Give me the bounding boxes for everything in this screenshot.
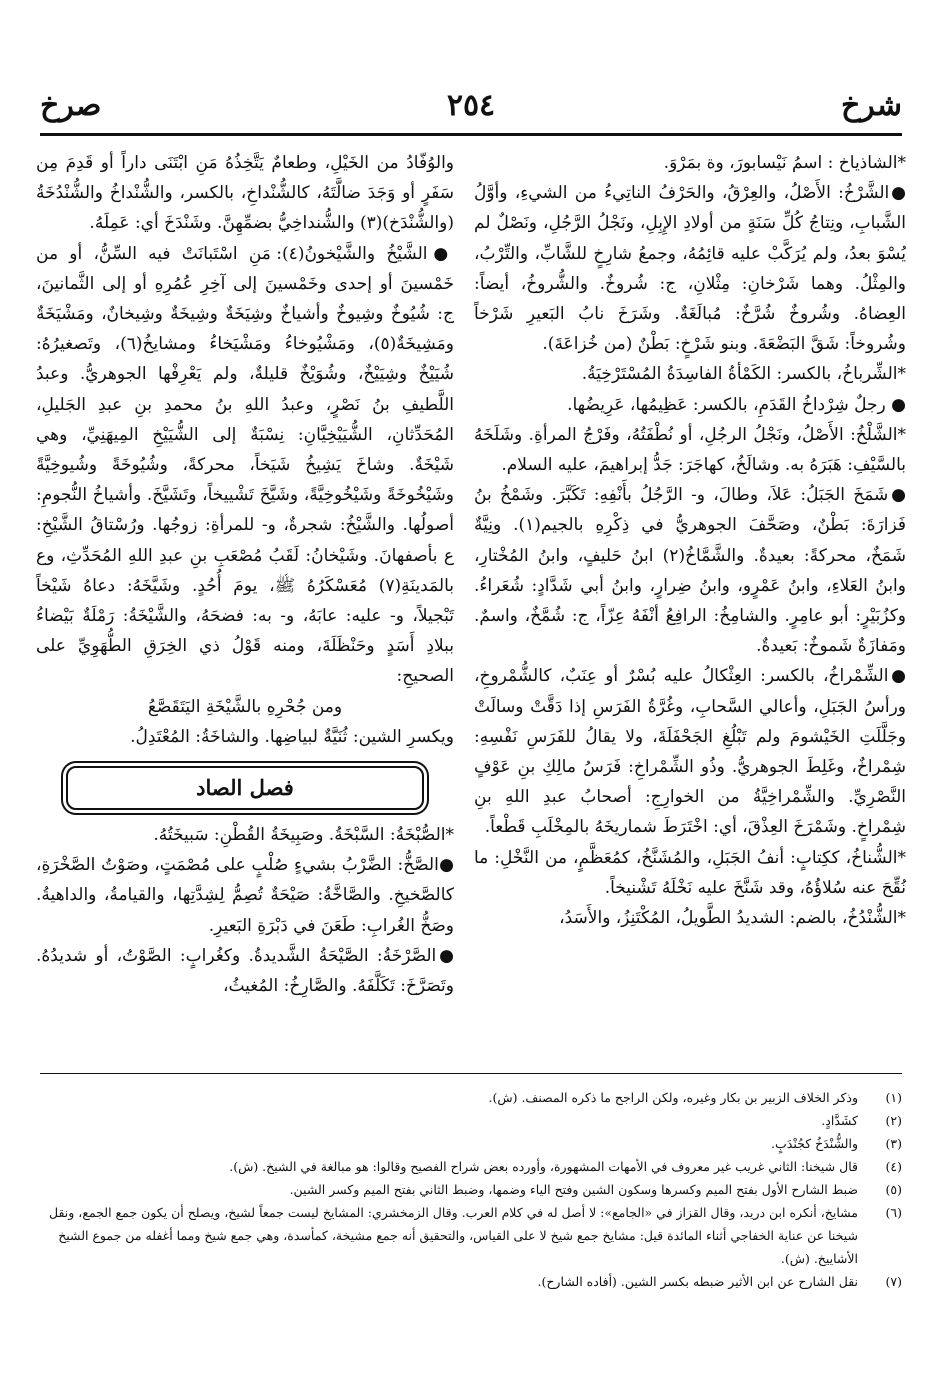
footnote-text: كشَدَّادٍ. — [821, 1113, 858, 1128]
page-header — [40, 86, 902, 130]
entry-paragraph: ● رجلٌ شِرْداخُ القَدَمِ، بالكسر: عَظِيمُها، عَرِيضُها. — [567, 394, 906, 415]
section-heading: فصل الصاد — [196, 775, 294, 801]
footnote — [40, 1155, 902, 1178]
footnotes — [40, 1086, 902, 1293]
entry-paragraph: *الشُّنْدُخُ، بالضم: الشديدُ الطَّويلُ، المُكْتَنِزُ، والأَسَدُ، — [559, 908, 906, 929]
entry-paragraph: ●الصَّخُّ: الضَّرْبُ بشيءٍ صُلْبٍ على مُصْمَتٍ، وصَوْتُ الصَّخْرَةِ، كالصَّخيخِ. والصَّاخَّةُ: صَيْحَةٌ تُصِمُّ لِشِدَّتِها، والقيامةُ، والداهيةُ. وصَخُّ الغُرابِ: طَعَنَ في دَبْرَةِ البَعيرِ. — [36, 855, 454, 936]
footnote — [40, 1201, 902, 1270]
footnote-text: مشايخ، أنكره ابن دريد، وقال القزاز في «الجامع»: لا أصل له في كلام العرب. وقال الزمخشري: المشايخ ليست جمعاً لشيخ، ويصلح أن يكون جمع الجمع، ونقل شيخنا عن عناية الخفاجي أثناء المائدة قيل: مشايخ جمع شيخ لا على القياس، والتحقيق أنه جمع مشيخة، كمأسدة، وهي جمع شيخ ومما أغفله من جموع الشيخ الأشاييخ. (ش). — [49, 1205, 858, 1266]
footnote-text: ضبط الشارح الأول بفتح الميم وكسرها وسكون الشين وفتح الياء وضمها، وضبط الثاني بفتح الميم وكسر الشين. — [289, 1182, 858, 1197]
entry-paragraph: ●الشَّرْخُ: الأَصْلُ، والعِرْقُ، والحَرْفُ الناتِيءُ من الشيءِ، وأوَّلُ الشَّبابِ، ونِتاجُ كُلِّ سَنَةٍ من أولادِ الإِبِلِ، ونَجْلُ الرَّجُلِ، ونَصْلٌ لم يُسْوَ بعدُ، ولم يُرَكَّبْ عليه قائِمُهُ، وجمعُ شارِخٍ للشَّابِّ، والتِّرْبُ، والمِثْلُ. وهما شَرْخانِ: مِثْلانِ، ج: شُروخٌ. والشُّروخُ، أيضاً: العِضاهُ. وشُروخٌ شُرَّخٌ: مُبالَغَةٌ. وشَرَخَ نابُ البَعيرِ شَرْخاً وشُروخاً: شَقَّ البَضْعَةَ. وبنو شَرْخٍ: بَطْنٌ (من خُزاعَةَ). — [474, 183, 906, 355]
right-column — [474, 148, 906, 933]
entry-paragraph: *الشُّناخُ، ككِتابٍ: أنفُ الجَبَلِ، والمُشَنَّخُ، كمُعَظَّمٍ، من النَّخْلِ: ما نُقِّحَ عنه سُلاؤُهُ، وقد شَنَّخَ عليه نَخْلَهُ تَشْنيخاً. — [474, 847, 906, 898]
footnote — [40, 1086, 902, 1109]
entry-paragraph: ●الشَّيْخُ والشَّيْخونُ(٤): مَنِ اسْتَبانَتْ فيه السِّنُّ، أو من خَمْسينَ أو إحدى وخَمْسينَ إلى آخِرِ عُمُرِهِ أو إلى الثَّمانينَ، ج: شُيُوخٌ وشِيوخٌ وأشياخٌ وشِيَخَةٌ وشِيخَةٌ وشِيخانٌ، ومَشْيَخَةٌ ومَشِيخَةٌ(٥)، ومَشْيُوخاءُ ومَشْيَخاءُ ومشايخُ(٦)، وتَصغيرُهُ: شُيَيْخٌ وشِيَيْخٌ، وشُوَيْخٌ قليلةٌ، ولم يَعْرِفْها الجوهريُّ. وعبدُ اللَّطيفِ بنُ نَصْرٍ، وعبدُ اللهِ بنُ محمدِ بنِ عبدِ الجَليلِ، المُحَدِّثانِ، الشُّيَيْخِيَّانِ: نِسْبَةٌ إلى الشُّيَيْخِ المِيهَنِيِّ، وهي شَيْخَةٌ. وشاخَ يَشِيخُ شَيَخاً، محركةً، وشُيُوخَةً وشُيوخِيَّةً وشَيْخُوخَةً وشَيْخُوخِيَّةً، وشَيَّخَ تَشْييخاً، وتَشَيَّخَ. وأشياخُ النُّجومِ: أصولُها. والشَّيْخُ: شجرةٌ، و- للمرأةِ: زوجُها. ورُسْتاقُ الشَّيْخِ: ع بأصفهانَ. وشَيْخانُ: لَقَبُ مُصْعَبِ بنِ عبدِ اللهِ المُحَدِّثِ، وع بالمَدينَةِ(٧) مُعَسْكَرُهُ ﷺ، يومَ أُحُدٍ. وشَيَّخَهُ: دعاهُ شَيْخاً تَبْجيلاً، و- عليه: عابَهُ، و- به: فضحَهُ، والشَّيْخَةُ: رَمْلَةٌ بَيْضاءُ ببلادِ أَسَدٍ وحَنْظَلَةَ، ومنه قَوْلُ ذي الخِرَقِ الطُّهَوِيِّ على الصحيحِ: — [36, 243, 454, 687]
entry-paragraph: ●الشِّمْراخُ، بالكسر: العِثْكالُ عليه بُسْرٌ أو عِنَبٌ، كالشُّمْروخِ، ورأسُ الجَبَلِ، وأعالي السَّحابِ، وغُرَّةُ الفَرَسِ إذا دَقَّتْ وسالَتْ وجَلَّلَتِ الخَيْشومَ ولم تَبْلُغِ الجَحْفَلَةَ، ولا يقالُ للفَرَسِ نَفْسِهِ: شِمْراخٌ، وغَلِطَ الجوهريُّ. وذُو الشِّمْراخِ: فَرَسُ مالِكِ بنِ عَوْفٍ النَّصْرِيِّ. والشِّمْراخِيَّةُ من الخوارِجِ: أصحابُ عبدِ اللهِ بنِ شِمْراخٍ. وشَمْرَخَ العِذْقَ، أي: اخْتَرَطَ شماريخَهُ بالمِخْلَبِ قَطْعاً. — [474, 666, 906, 838]
entry-paragraph: *الصُّبْخَةُ: السَّبْخَةُ. وصَبِيخَةُ القُطْنِ: سَبيخَتُهُ. — [153, 825, 454, 846]
footnote — [40, 1132, 902, 1155]
entry-paragraph: ●شَمَخَ الجَبَلُ: عَلاَ، وطالَ، و- الرَّجُلُ بأَنْفِهِ: تَكَبَّرَ. وشَمْخُ بنُ فَزارَةَ: بَطْنٌ، وصَحَّفَ الجوهريُّ في ذِكْرِهِ بالجيم(١). ونِيَّةٌ شَمَخٌ، محركةً: بعيدةٌ. والشَّمَّاخُ(٢) ابنُ حَليفٍ، وابنُ المُخْتارِ، وابنُ العَلاءِ، وابنُ عَمْرٍو، وابنُ ضِرارٍ، وابنُ أبي شَدَّادٍ: شُعَراءُ. وكزُبَيْرٍ: أبو عامِرٍ. والشامِخُ: الرافِعُ أنْفَهُ عِزّاً، ج: شُمَّخٌ، واسمٌ. ومَفازَةٌ شَموخٌ: بَعيدةٌ. — [474, 485, 907, 657]
footnote-number: (١) — [885, 1090, 902, 1105]
footnote-text: وذكر الخلاف الزبير بن بكار وغيره، ولكن الراجح ما ذكره المصنف. (ش). — [488, 1090, 858, 1105]
header-first-headword: شرخ — [840, 88, 902, 123]
footnote — [40, 1178, 902, 1201]
footnote-number: (٥) — [885, 1182, 902, 1197]
section-heading-box — [66, 766, 424, 810]
entry-paragraph: *الشِّرباخُ، بالكسر: الكَمْأةُ الفاسِدَةُ المُسْتَرْخِيَةُ. — [581, 364, 906, 385]
footnote-number: (٢) — [885, 1113, 902, 1128]
verse-line: ومن جُحْرِهِ بالشَّيْخَةِ اليَتَقَصَّعُ — [147, 696, 343, 717]
footnote — [40, 1270, 902, 1293]
footnote-number: (٣) — [885, 1136, 902, 1151]
footnote-number: (٧) — [885, 1274, 902, 1289]
footnote-text: والشُّنْدَخُ كجُنْدَبٍ. — [771, 1136, 858, 1151]
footnote-text: قال شيخنا: الثاني غريب غير معروف في الأمهات المشهورة، وأورده بعض شراح الفصيح وقالوا: هو مبالغة في الشيخ. (ش). — [229, 1159, 858, 1174]
footnote-rule — [40, 1073, 902, 1074]
entry-paragraph: *الشَّلْخُ: الأَصْلُ، ونَجْلُ الرجُلِ، أو نُطْفَتُهُ، وفَرْجُ المرأةِ. وشَلَخَهُ بالسَّيْفِ: هَبَرَهُ به. وشالَخُ، كهاجَرَ: جَدُّ إبراهيمَ، عليه السلام. — [474, 424, 906, 476]
entry-paragraph: ●الصَّرْخَةُ: الصَّيْحَةُ الشَّديدةُ. وكغُرابٍ: الصَّوْتُ، أو شديدُهُ. وتَصَرَّخَ: تَكَلَّفَهُ. والصَّارِخُ: المُغيثُ، — [36, 945, 454, 997]
header-last-headword: صرخ — [40, 88, 102, 123]
left-column — [36, 148, 454, 1001]
entry-paragraph: *الشاذياخ : اسمُ نَيْسابورَ، وة بمَرْوَ. — [663, 153, 906, 173]
footnote-number: (٦) — [885, 1205, 902, 1220]
footnote — [40, 1109, 902, 1132]
entry-paragraph: ويكسرِ الشين: ثُنَيَّةٌ لبياضِها. والشاخَةُ: المُعْتَدِلُ. — [130, 726, 454, 747]
footnote-number: (٤) — [885, 1159, 902, 1174]
footnote-text: نقل الشارح عن ابن الأثير ضبطه بكسر الشين. (أفاده الشارح). — [537, 1274, 858, 1289]
page-number: ٢٥٤ — [446, 88, 496, 123]
header-rule — [40, 133, 902, 136]
entry-paragraph: والوُفّادُ من الخَيْلِ، وطعامٌ يَتَّخِذُهُ مَنِ ابْتَنَى داراً أو قَدِمَ مِن سَفَرٍ أو وَجَدَ ضالَّتَهُ، كالشُّنْداخِ، بالكسر، والشُّنْداخُ والشُّنْدُخَةُ (والشُّنْدَخ)(٣) والشُّنداخِيُّ بضمِّهِنَّ. وشَنْدَخَ أي: عَمِلَهُ. — [36, 153, 454, 234]
